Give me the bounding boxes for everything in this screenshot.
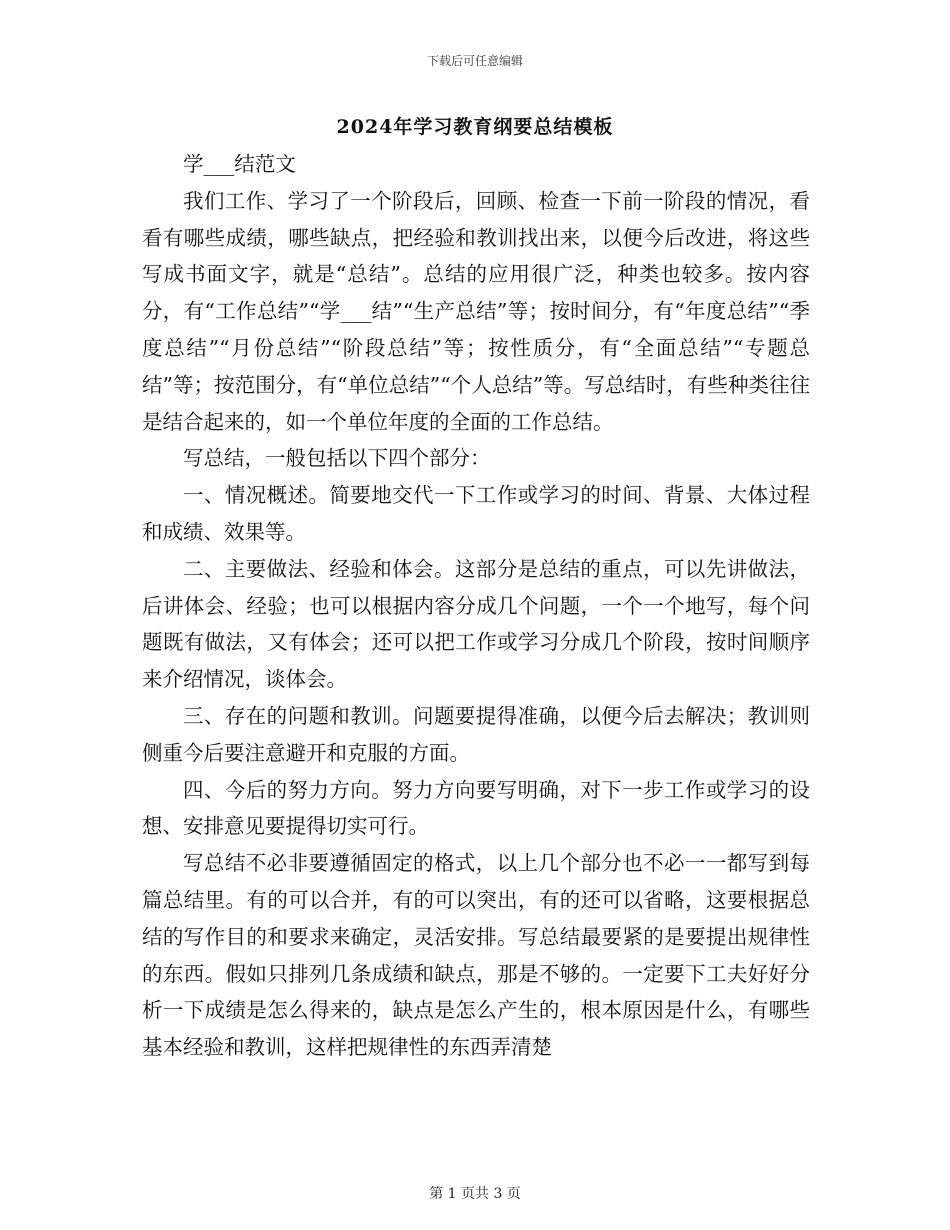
paragraph-intro: 我们工作、学习了一个阶段后，回顾、检查一下前一阶段的情况，看看有哪些成绩，哪些缺点，把经验和教训找出来，以便今后改进，将这些写成书面文字，就是“总结”。总结的应用很广泛，种类也较多。按内容分，有“工作总结”“学___结”“生产总结”等；按时间分，有“年度总结”“季度总结”“月份总结”“阶段总结”等；按性质分，有“全面总结”“专题总结”等；按范围分，有“单位总结”“个人总结”等。写总结时，有些种类往往是结合起来的，如一个单位年度的全面的工作总结。: [142, 188, 810, 434]
paragraph-format-note: 写总结不必非要遵循固定的格式，以上几个部分也不必一一都写到每篇总结里。有的可以合并，有的可以突出，有的还可以省略，这要根据总结的写作目的和要求来确定，灵活安排。写总结最要紧的是要提出规律性的东西。假如只排列几条成绩和缺点，那是不够的。一定要下工夫好好分析一下成绩是怎么得来的，缺点是怎么产生的，根本原因是什么，有哪些基本经验和教训，这样把规律性的东西弄清楚: [142, 851, 810, 1060]
paragraph-part-two: 二、主要做法、经验和体会。这部分是总结的重点，可以先讲做法，后讲体会、经验；也可以根据内容分成几个问题，一个一个地写，每个问题既有做法，又有体会；还可以把工作或学习分成几个阶段，按时间顺序来介绍情况，谈体会。: [142, 556, 810, 692]
page-footer-number: 第 1 页共 3 页: [429, 1186, 521, 1202]
paragraph-part-four: 四、今后的努力方向。努力方向要写明确，对下一步工作或学习的设想、安排意见要提得切实可行。: [142, 777, 810, 839]
document-body: [142, 146, 810, 1066]
paragraph-subtitle: 学___结范文: [183, 152, 296, 176]
page-header-note: 下载后可任意编辑: [426, 54, 523, 68]
paragraph-part-one: 一、情况概述。简要地交代一下工作或学习的时间、背景、大体过程和成绩、效果等。: [142, 483, 810, 544]
paragraph-part-three: 三、存在的问题和教训。问题要提得准确，以便今后去解决；教训则侧重今后要注意避开和克服的方面。: [142, 703, 810, 765]
document-title: 2024年学习教育纲要总结模板: [336, 116, 614, 138]
paragraph-four-parts: 写总结，一般包括以下四个部分：: [183, 446, 491, 471]
